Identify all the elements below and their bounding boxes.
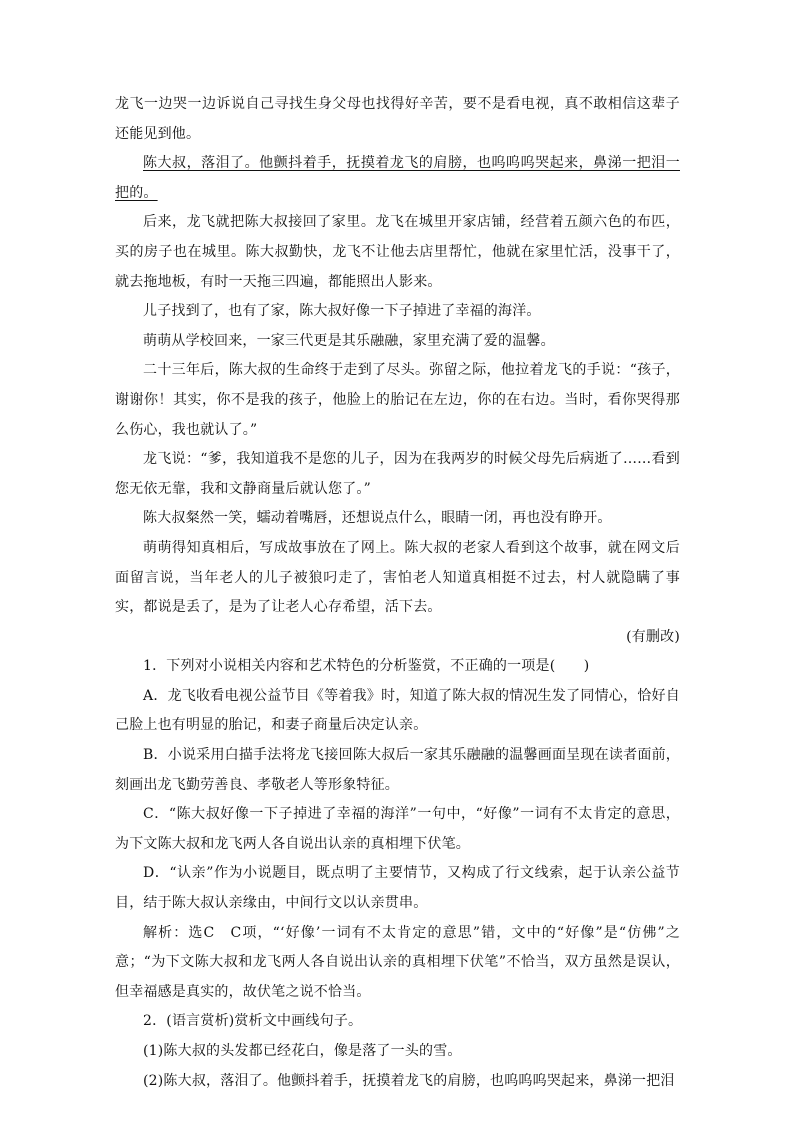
document-page [115, 90, 680, 1096]
question-1-stem: 1．下列对小说相关内容和艺术特色的分析鉴赏，不正确的一项是( ) [143, 658, 590, 675]
question-1-option-c: C．“陈大叔好像一下子掉进了幸福的海洋”一句中，“好像”一词有不太肯定的意思，为下文陈大叔和龙飞两人各自说出认亲的真相埋下伏笔。 [115, 806, 680, 852]
story-paragraph-underlined [115, 149, 680, 208]
underlined-sentence: 陈大叔，落泪了。他颤抖着手，抚摸着龙飞的肩膀，也呜呜呜哭起来，鼻涕一把泪一把的。 [115, 155, 680, 201]
source-note: (有删改) [626, 628, 680, 645]
story-paragraph-9: 萌萌得知真相后，写成故事放在了网上。陈大叔的老家人看到这个故事，就在网文后面留言说，当年老人的儿子被狼叼走了，害怕老人知道真相挺不过去，村人就隐瞒了事实，都说是丢了，是为了让老人心存希望，活下去。 [115, 539, 680, 616]
story-paragraph-5: 萌萌从学校回来，一家三代更是其乐融融，家里充满了爱的温馨。 [143, 332, 555, 349]
question-2-item-2: (2)陈大叔，落泪了。他颤抖着手，抚摸着龙飞的肩膀，也呜呜呜哭起来，鼻涕一把泪 [143, 1072, 675, 1089]
question-1-option-a: A．龙飞收看电视公益节目《等着我》时，知道了陈大叔的情况生发了同情心，恰好自己脸上也有明显的胎记，和妻子商量后决定认亲。 [115, 687, 680, 734]
story-paragraph-8: 陈大叔粲然一笑，蠕动着嘴唇，还想说点什么，眼睛一闭，再也没有睁开。 [143, 510, 612, 527]
question-1-analysis: 解析：选C C项，“‘好像’一词有不太肯定的意思”错，文中的“好像”是“仿佛”之意；“为下文陈大叔和龙飞两人各自说出认亲的真相埋下伏笔”不恰当，双方虽然是误认，但幸福感是真实的，故伏笔之说不恰当。 [115, 924, 680, 1000]
story-paragraph-7: 龙飞说：“爹，我知道我不是您的儿子，因为在我两岁的时候父母先后病逝了……看到您无依无靠，我和文静商量后就认您了。” [115, 451, 680, 497]
question-2-stem: 2．(语言赏析)赏析文中画线句子。 [143, 1013, 363, 1030]
story-paragraph-3: 后来，龙飞就把陈大叔接回了家里。龙飞在城里开家店铺，经营着五颜六色的布匹，买的房子也在城里。陈大叔勤快，龙飞不让他去店里帮忙，他就在家里忙活，没事干了，就去拖地板，有时一天拖三四遍，都能照出人影来。 [115, 214, 680, 290]
story-paragraph-1: 龙飞一边哭一边诉说自己寻找生身父母也找得好辛苦，要不是看电视，真不敢相信这辈子还能见到他。 [115, 96, 680, 142]
question-2-item-1: (1)陈大叔的头发都已经花白，像是落了一头的雪。 [143, 1043, 462, 1059]
story-paragraph-4: 儿子找到了，也有了家，陈大叔好像一下子掉进了幸福的海洋。 [143, 303, 541, 320]
story-paragraph-6: 二十三年后，陈大叔的生命终于走到了尽头。弥留之际，他拉着龙飞的手说：“孩子，谢谢你！其实，你不是我的孩子，他脸上的胎记在左边，你的在右边。当时，看你哭得那么伤心，我也就认了。” [115, 362, 680, 438]
question-1-option-d: D．“认亲”作为小说题目，既点明了主要情节，又构成了行文线索，起于认亲公益节目，结于陈大叔认亲缘由，中间行文以认亲贯串。 [115, 865, 680, 912]
question-1-option-b: B．小说采用白描手法将龙飞接回陈大叔后一家其乐融融的温馨画面呈现在读者面前，刻画出龙飞勤劳善良、孝敬老人等形象特征。 [115, 747, 680, 793]
